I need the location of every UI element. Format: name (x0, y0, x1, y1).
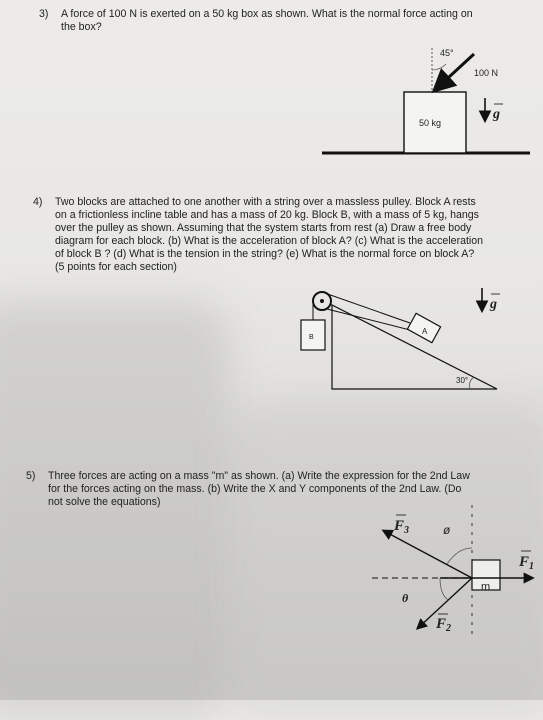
problem-4-text: Two blocks are attached to one another with a string over a massless pulley. Block A rests on a frictionless incline table and has a mass of 20 kg. Block B, with a mass of 5 kg, hangs over the pulley as shown. Assuming that the system starts from rest (a) Draw a free body diagram for each block. (b) What is the acceleration of block A? (c) What is the acceleration of block B ? (d) What is the tension in the string? (e) What is the normal force on block A? (5 points for each section) (55, 196, 484, 273)
f1-label: $F_1$ (519, 554, 535, 572)
force-arrow-100n (436, 54, 474, 89)
phi-label: ø (443, 523, 451, 537)
angle-arc-45 (432, 64, 446, 70)
angle-label-30: 30° (456, 376, 469, 385)
pulley-axle (320, 299, 324, 303)
f2-label: $F_2$ (436, 616, 452, 634)
problem-4-diagram (301, 288, 500, 389)
force-f3-arrow (384, 531, 472, 578)
problem-3-text: A force of 100 N is exerted on a 50 kg box as shown. What is the normal force acting on the box? (61, 8, 473, 33)
gravity-label: g (490, 297, 497, 312)
block-a-label: A (422, 327, 428, 336)
force-label-100n: 100 N (474, 68, 499, 78)
f3-label: $F_3$ (394, 518, 410, 536)
box-mass-label: 50 kg (419, 118, 442, 128)
problem-5-diagram (372, 505, 534, 640)
problem-5-text-content: Three forces are acting on a mass "m" as shown. (a) Write the expression for the 2nd Law for the forces acting on the mass. (b) Write the X and Y components of the 2nd Law. (Do not solve the equations) (48, 470, 470, 508)
string-to-block-a-1 (322, 292, 410, 323)
gravity-label: g (493, 107, 500, 122)
problem-3-number: 3) (39, 8, 49, 20)
angle-arc-phi (447, 548, 472, 564)
problem-5-number: 5) (26, 470, 36, 482)
problem-3-diagram (322, 48, 530, 153)
mass-label: m (481, 581, 491, 593)
angle-arc-theta (440, 578, 448, 600)
problem-4-number: 4) (33, 196, 43, 208)
string-to-block-a-2 (327, 309, 410, 330)
block-b-label: B (309, 334, 314, 341)
angle-arc-30 (470, 377, 475, 389)
angle-label-45: 45° (440, 48, 454, 58)
theta-label: θ (402, 591, 409, 605)
